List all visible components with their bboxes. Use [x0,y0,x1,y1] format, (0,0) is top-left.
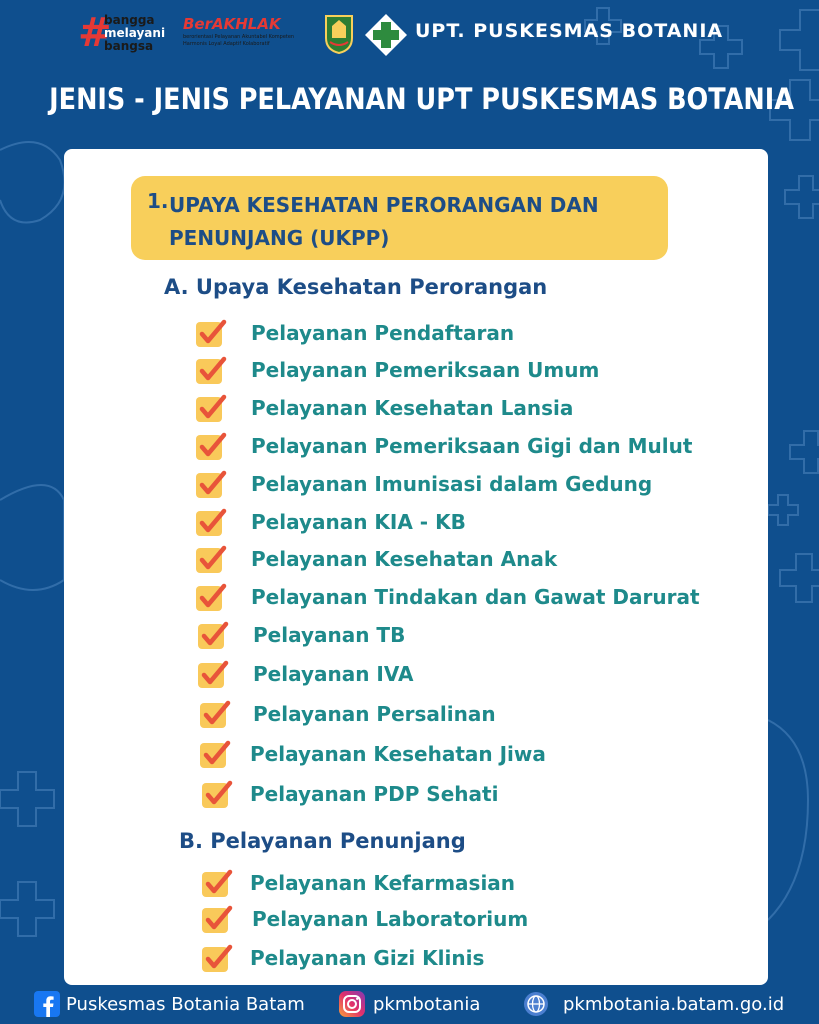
list-item-label: Pelayanan Gizi Klinis [250,946,485,970]
logo-word: melayani [104,26,166,40]
facebook-text: Puskesmas Botania Batam [66,994,305,1015]
website-text: pkmbotania.batam.go.id [563,994,785,1015]
globe-icon [523,991,549,1017]
list-item-label: Pelayanan Kefarmasian [250,871,516,895]
group-a-heading: A. Upaya Kesehatan Perorangan [164,275,548,299]
list-item-label: Pelayanan PDP Sehati [250,782,499,806]
logo-word: bangga [104,13,155,27]
list-item-label: Pelayanan Imunisasi dalam Gedung [251,472,653,496]
list-item-label: Pelayanan KIA - KB [251,510,466,534]
check-icon [198,700,232,730]
check-icon [196,621,230,651]
check-icon [194,583,228,613]
check-icon [194,545,228,575]
logo-word: bangsa [104,39,154,53]
check-icon [194,356,228,386]
list-item-label: Pelayanan Tindakan dan Gawat Darurat [251,585,700,609]
group-b-heading: B. Pelayanan Penunjang [179,829,466,853]
check-icon [198,740,232,770]
header [0,0,819,70]
upt-title: UPT. PUSKESMAS BOTANIA [415,20,724,42]
puskesmas-logo-icon [363,12,409,58]
list-item-label: Pelayanan Pendaftaran [251,321,515,345]
bangga-melayani-bangsa-logo [78,12,176,54]
list-item-label: Pelayanan Kesehatan Jiwa [250,742,546,766]
check-icon [194,470,228,500]
check-icon [200,944,234,974]
check-icon [196,660,230,690]
facebook-icon [34,991,60,1017]
check-icon [194,508,228,538]
check-icon [194,432,228,462]
page-title: JENIS - JENIS PELAYANAN UPT PUSKESMAS BOTANIA [49,82,795,116]
berakhlak-name: BerAKHLAK [183,15,281,33]
instagram-icon [339,991,365,1017]
footer [0,985,819,1024]
city-emblem-icon [324,14,354,54]
check-icon [200,869,234,899]
list-item-label: Pelayanan Pemeriksaan Umum [251,358,600,382]
check-icon [200,780,234,810]
list-item-label: Pelayanan Kesehatan Lansia [251,396,574,420]
list-item-label: Pelayanan Laboratorium [252,907,529,931]
check-icon [194,394,228,424]
berakhlak-logo [183,14,309,54]
section-number: 1. [147,189,169,213]
list-item-label: Pelayanan Kesehatan Anak [251,547,558,571]
section-header [131,176,668,260]
list-item-label: Pelayanan Persalinan [253,702,496,726]
check-icon [200,905,234,935]
list-item-label: Pelayanan IVA [253,662,414,686]
check-icon [194,319,228,349]
services-card [64,149,768,985]
berakhlak-subtitle: berorientasi Pelayanan Akuntabel Kompeten Harmonis Loyal Adaptif Kolaboratif [183,34,295,47]
section-title: UPAYA KESEHATAN PERORANGAN DAN PENUNJANG (UKPP) [169,193,599,250]
hashtag-icon: # [78,10,112,56]
instagram-text: pkmbotania [373,994,481,1015]
list-item-label: Pelayanan Pemeriksaan Gigi dan Mulut [251,434,693,458]
list-item-label: Pelayanan TB [253,623,406,647]
